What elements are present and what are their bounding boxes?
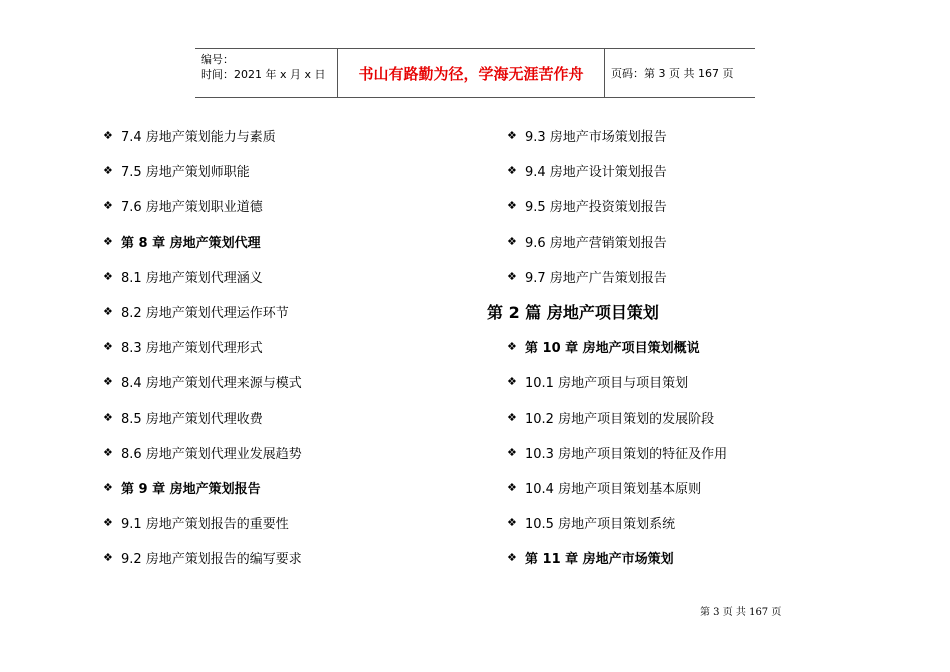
- diamond-bullet-icon: ❖: [103, 375, 113, 389]
- section-title: 9.5 房地产投资策划报告: [525, 200, 667, 216]
- section-title: 10.2 房地产项目策划的发展阶段: [525, 411, 715, 427]
- chapter-title: 第 8 章 房地产策划代理: [121, 235, 261, 251]
- diamond-bullet-icon: ❖: [103, 129, 113, 143]
- section-title: 9.1 房地产策划报告的重要性: [121, 517, 289, 533]
- diamond-bullet-icon: ❖: [103, 516, 113, 530]
- section-title: 8.3 房地产策划代理形式: [121, 341, 263, 357]
- diamond-bullet-icon: ❖: [507, 551, 517, 565]
- section-title: 9.6 房地产营销策划报告: [525, 235, 667, 251]
- chapter-title: 第 11 章 房地产市场策划: [525, 552, 674, 568]
- diamond-bullet-icon: ❖: [507, 480, 517, 494]
- diamond-bullet-icon: ❖: [507, 516, 517, 530]
- toc-item: [103, 188, 302, 223]
- diamond-bullet-icon: ❖: [103, 410, 113, 424]
- section-title: 7.5 房地产策划师职能: [121, 165, 250, 181]
- chapter-title: 第 9 章 房地产策划报告: [121, 481, 261, 497]
- section-title: 8.6 房地产策划代理业发展趋势: [121, 446, 302, 462]
- toc-item: [487, 364, 727, 399]
- diamond-bullet-icon: ❖: [507, 269, 517, 283]
- toc-item: [487, 153, 727, 188]
- diamond-bullet-icon: ❖: [507, 445, 517, 459]
- diamond-bullet-icon: ❖: [507, 164, 517, 178]
- diamond-bullet-icon: ❖: [507, 129, 517, 143]
- section-title: 7.6 房地产策划职业道德: [121, 200, 263, 216]
- chapter-title: 第 10 章 房地产项目策划概说: [525, 341, 700, 357]
- section-title: 10.3 房地产项目策划的特征及作用: [525, 446, 728, 462]
- toc-item: [487, 470, 727, 505]
- diamond-bullet-icon: ❖: [507, 340, 517, 354]
- toc-item: [103, 400, 302, 435]
- section-title: 7.4 房地产策划能力与素质: [121, 130, 276, 146]
- toc-item: [103, 329, 302, 364]
- toc-item: [103, 470, 302, 505]
- section-title: 10.1 房地产项目与项目策划: [525, 376, 689, 392]
- toc-item: [487, 118, 727, 153]
- number-label: 编号：: [201, 53, 234, 66]
- diamond-bullet-icon: ❖: [103, 269, 113, 283]
- time-label: 时间：2021 年 x 月 x 日: [201, 68, 326, 81]
- diamond-bullet-icon: ❖: [507, 410, 517, 424]
- toc-item: [103, 364, 302, 399]
- toc-item: [487, 540, 727, 575]
- section-title: 8.5 房地产策划代理收费: [121, 411, 263, 427]
- toc-item: [103, 505, 302, 540]
- toc-item: [487, 188, 727, 223]
- header-motto: 书山有路勤为径，学海无涯苦作舟: [338, 49, 605, 97]
- toc-item: [487, 259, 727, 294]
- toc-item: [103, 224, 302, 259]
- section-title: 8.1 房地产策划代理涵义: [121, 270, 263, 286]
- section-title: 9.2 房地产策划报告的编写要求: [121, 552, 302, 568]
- section-title: 10.4 房地产项目策划基本原则: [525, 481, 702, 497]
- toc-right-column: [487, 118, 727, 575]
- toc-item: [487, 294, 727, 329]
- toc-item: [103, 153, 302, 188]
- toc-item: [487, 505, 727, 540]
- section-title: 9.7 房地产广告策划报告: [525, 270, 667, 286]
- diamond-bullet-icon: ❖: [103, 234, 113, 248]
- header-info-cell: [195, 49, 338, 97]
- section-title: 10.5 房地产项目策划系统: [525, 517, 676, 533]
- section-title: 9.4 房地产设计策划报告: [525, 165, 667, 181]
- toc-item: [103, 294, 302, 329]
- section-title: 8.2 房地产策划代理运作环节: [121, 306, 289, 322]
- diamond-bullet-icon: ❖: [103, 164, 113, 178]
- diamond-bullet-icon: ❖: [507, 199, 517, 213]
- part-title: 第 2 篇 房地产项目策划: [487, 303, 659, 323]
- toc-item: [487, 400, 727, 435]
- toc-item: [103, 259, 302, 294]
- section-title: 9.3 房地产市场策划报告: [525, 130, 667, 146]
- diamond-bullet-icon: ❖: [507, 234, 517, 248]
- toc-item: [487, 224, 727, 259]
- diamond-bullet-icon: ❖: [103, 480, 113, 494]
- page-header: [195, 48, 755, 98]
- diamond-bullet-icon: ❖: [103, 305, 113, 319]
- diamond-bullet-icon: ❖: [103, 445, 113, 459]
- toc-item: [103, 435, 302, 470]
- toc-item: [103, 118, 302, 153]
- page-footer: 第 3 页 共 167 页: [700, 607, 782, 618]
- toc-left-column: [103, 118, 302, 575]
- toc-item: [103, 540, 302, 575]
- diamond-bullet-icon: ❖: [103, 199, 113, 213]
- toc-item: [487, 435, 727, 470]
- section-title: 8.4 房地产策划代理来源与模式: [121, 376, 302, 392]
- toc-item: [487, 329, 727, 364]
- header-page-label: 页码：第 3 页 共 167 页: [611, 67, 734, 80]
- diamond-bullet-icon: ❖: [103, 551, 113, 565]
- diamond-bullet-icon: ❖: [103, 340, 113, 354]
- diamond-bullet-icon: ❖: [507, 375, 517, 389]
